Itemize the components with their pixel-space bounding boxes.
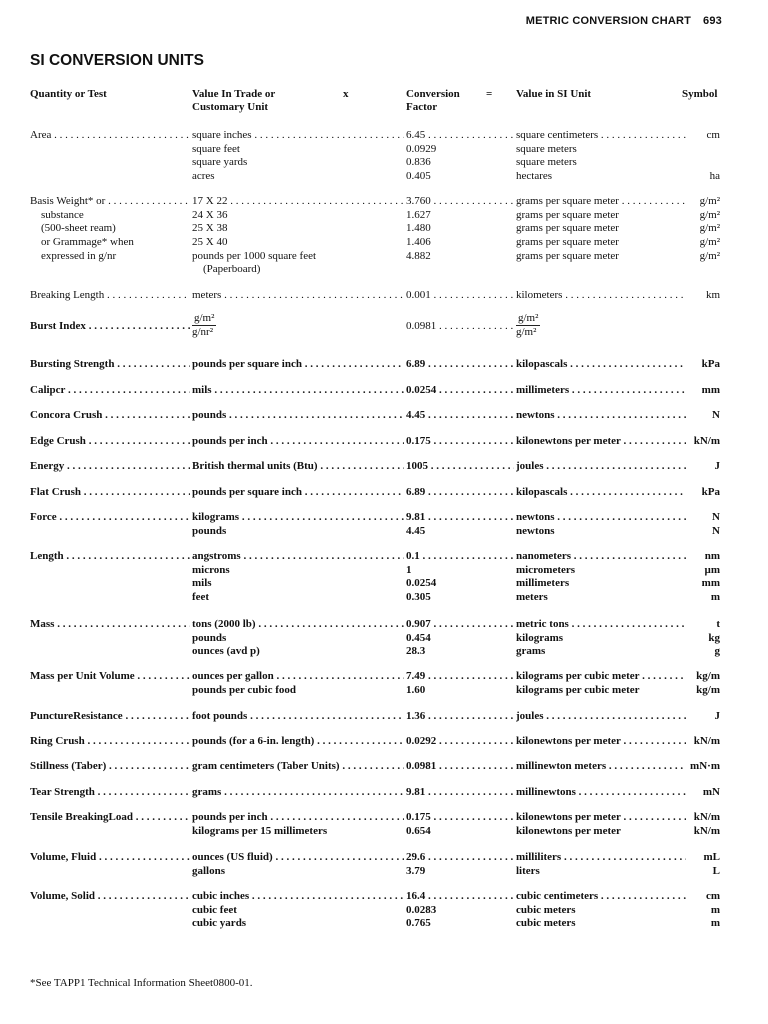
quantity-cell: Ring Crush . . . [30, 735, 190, 747]
si-unit-cell: cubic centimeters . . . [516, 890, 686, 902]
row-line [0, 312, 768, 338]
table-row [0, 890, 768, 931]
symbol-cell: mL [703, 851, 720, 863]
quantity-cell: Edge Crush . . . [30, 435, 190, 447]
trade-unit-cell: 25 X 38 [192, 222, 228, 235]
quantity-cell: Force . . . [30, 511, 190, 523]
row-line [0, 670, 768, 684]
symbol-cell: mm [701, 384, 720, 396]
si-unit-cell: millinewton meters . . . [516, 760, 686, 772]
col-trade-line1: Value In Trade or [192, 88, 276, 100]
quantity-cell: Energy . . . [30, 460, 190, 472]
factor-cell: 3.79 [406, 864, 426, 877]
si-unit-cell: cubic meters [516, 917, 576, 930]
factor-cell: 1 [406, 563, 412, 576]
symbol-cell: N [712, 524, 720, 537]
symbol-cell: g/m² [699, 222, 720, 235]
factor-cell: 0.0929 [406, 142, 437, 155]
trade-unit-cell: feet [192, 591, 210, 604]
row-line [0, 460, 768, 474]
row-line [0, 384, 768, 398]
factor-cell: 0.0981 . . . [406, 760, 514, 772]
row-line [0, 550, 768, 564]
table-row [0, 195, 768, 277]
si-fraction-denominator: g/m² [516, 326, 537, 338]
si-unit-cell: newtons . . . [516, 511, 686, 523]
trade-unit-fraction [192, 312, 216, 339]
factor-cell: 0.0981 . . . [406, 320, 514, 332]
symbol-cell: mN·m [690, 760, 720, 772]
row-line [0, 890, 768, 904]
si-unit-cell: meters [516, 591, 548, 604]
si-unit-cell: milliliters . . . [516, 851, 686, 863]
factor-cell: 0.0283 [406, 903, 437, 916]
trade-unit-cell: kilograms . . . [192, 511, 404, 523]
symbol-cell: km [705, 289, 720, 301]
si-unit-cell: metric tons . . . [516, 618, 686, 630]
row-line [0, 786, 768, 800]
factor-cell: 28.3 [406, 645, 426, 658]
factor-cell: 0.305 [406, 591, 431, 604]
symbol-cell: kg [708, 631, 720, 644]
si-unit-cell: grams per square meter [516, 249, 619, 262]
trade-unit-cell: cubic yards [192, 917, 247, 930]
trade-unit-cell: microns [192, 563, 230, 576]
quantity-cell: PunctureResistance . . . [30, 710, 190, 722]
factor-cell: 0.454 [406, 631, 431, 644]
factor-cell: 1.627 [406, 208, 431, 221]
row-line [0, 684, 768, 698]
quantity-cell: Tensile BreakingLoad . . . [30, 811, 190, 823]
table-row [0, 384, 768, 398]
trade-unit-cell: ounces per gallon . . . [192, 670, 404, 682]
trade-fraction-denominator: g/nr² [192, 326, 214, 338]
trade-unit-cell: pounds per square inch . . . [192, 358, 404, 370]
row-line [0, 195, 768, 209]
trade-unit-cell: ounces (US fluid) . . . [192, 851, 404, 863]
row-line [0, 591, 768, 605]
table-row [0, 289, 768, 303]
quantity-cell: Flat Crush . . . [30, 486, 190, 498]
table-row [0, 486, 768, 500]
quantity-subtext: expressed in g/nr [41, 249, 117, 262]
symbol-cell: cm [706, 129, 720, 141]
factor-cell: 6.89 . . . [406, 486, 514, 498]
trade-unit-cell: pounds per square inch . . . [192, 486, 404, 498]
factor-cell: 1.36 . . . [406, 710, 514, 722]
symbol-cell: m [710, 903, 720, 916]
trade-unit-cell: pounds [192, 631, 227, 644]
table-row [0, 670, 768, 697]
trade-unit-cell: square inches . . . [192, 129, 404, 141]
si-unit-cell: newtons . . . [516, 409, 686, 421]
si-unit-cell: kilonewtons per meter . . . [516, 435, 686, 447]
factor-cell: 1.480 [406, 222, 431, 235]
table-row [0, 618, 768, 659]
table-row [0, 129, 768, 184]
row-line [0, 632, 768, 646]
factor-cell: 0.654 [406, 824, 431, 837]
page-title: SI CONVERSION UNITS [30, 52, 204, 69]
factor-cell: 29.6 . . . [406, 851, 514, 863]
si-unit-fraction [516, 312, 540, 339]
si-unit-cell: liters [516, 864, 540, 877]
row-line [0, 710, 768, 724]
quantity-cell: Concora Crush . . . [30, 409, 190, 421]
symbol-cell: kN/m [693, 811, 720, 823]
trade-unit-cell: pounds per inch . . . [192, 435, 404, 447]
factor-cell: 6.89 . . . [406, 358, 514, 370]
symbol-cell: g/m² [699, 249, 720, 262]
symbol-cell: g/m² [699, 236, 720, 249]
col-trade [192, 88, 275, 114]
row-line [0, 289, 768, 303]
si-unit-cell: newtons [516, 524, 555, 537]
quantity-cell: Volume, Fluid . . . [30, 851, 190, 863]
factor-cell: 1.60 [406, 683, 426, 696]
si-unit-cell: grams per square meter [516, 222, 619, 235]
row-line [0, 735, 768, 749]
col-si: Value in SI Unit [516, 88, 592, 100]
si-unit-cell: kilonewtons per meter . . . [516, 735, 686, 747]
table-row [0, 786, 768, 800]
table-row [0, 460, 768, 474]
quantity-cell: Burst Index . . . [30, 320, 190, 332]
si-unit-cell: kilopascals . . . [516, 358, 686, 370]
table-row [0, 851, 768, 878]
trade-unit-cell: angstroms . . . [192, 550, 404, 562]
table-row [0, 710, 768, 724]
symbol-cell: kPa [701, 358, 720, 370]
row-line [0, 170, 768, 184]
table-row [0, 312, 768, 338]
symbol-cell: kg/m [696, 670, 720, 682]
row-line [0, 129, 768, 143]
col-times: x [343, 88, 349, 100]
factor-cell: 0.0254 . . . [406, 384, 514, 396]
trade-unit-cell: pounds per 1000 square feet [192, 249, 317, 262]
quantity-subtext: substance [41, 208, 84, 221]
table-row [0, 358, 768, 372]
row-line [0, 564, 768, 578]
row-line [0, 645, 768, 659]
symbol-cell: kg/m [696, 683, 720, 696]
row-line [0, 917, 768, 931]
row-line [0, 511, 768, 525]
page-number: 693 [703, 15, 722, 27]
trade-unit-cell: gallons [192, 864, 226, 877]
row-line [0, 409, 768, 423]
symbol-cell: N [712, 409, 720, 421]
col-symbol: Symbol [682, 88, 718, 100]
symbol-cell: N [712, 511, 720, 523]
factor-cell: 1.406 [406, 236, 431, 249]
trade-unit-cell: 25 X 40 [192, 236, 228, 249]
col-equals: = [486, 88, 493, 100]
si-unit-cell: kilometers . . . [516, 289, 686, 301]
table-row [0, 760, 768, 774]
symbol-cell: m [710, 591, 720, 604]
symbol-cell: kN/m [693, 824, 720, 837]
symbol-cell: J [714, 710, 720, 722]
quantity-cell: Breaking Length . . . [30, 289, 190, 301]
quantity-cell: Basis Weight* or . . . [30, 195, 190, 207]
footnote: *See TAPP1 Technical Information Sheet0800-01. [30, 977, 253, 989]
factor-cell: 0.0254 [406, 577, 437, 590]
si-unit-cell: grams per square meter [516, 236, 619, 249]
trade-unit-cell: pounds (for a 6-in. length) . . . [192, 735, 404, 747]
quantity-cell: Stillness (Taber) . . . [30, 760, 190, 772]
si-unit-cell: kilograms per cubic meter . . . [516, 670, 686, 682]
factor-cell: 0.836 [406, 156, 431, 169]
trade-unit-cell: 17 X 22 . . . [192, 195, 404, 207]
si-unit-cell: nanometers . . . [516, 550, 686, 562]
row-line [0, 904, 768, 918]
table-row [0, 511, 768, 538]
symbol-cell: m [710, 917, 720, 930]
factor-cell: 6.45 . . . [406, 129, 514, 141]
si-fraction-numerator: g/m² [518, 312, 539, 324]
table-row [0, 409, 768, 423]
symbol-cell: J [714, 460, 720, 472]
row-line [0, 236, 768, 250]
symbol-cell: µm [704, 563, 720, 576]
trade-unit-cell: 24 X 36 [192, 208, 228, 221]
si-unit-cell: millimeters [516, 577, 570, 590]
row-line [0, 760, 768, 774]
quantity-cell: Calipcr . . . [30, 384, 190, 396]
row-line [0, 525, 768, 539]
factor-cell: 0.765 [406, 917, 431, 930]
symbol-cell: kPa [701, 486, 720, 498]
si-unit-cell: cubic meters [516, 903, 576, 916]
factor-cell: 9.81 . . . [406, 511, 514, 523]
si-unit-cell: hectares [516, 170, 553, 183]
factor-cell: 9.81 . . . [406, 786, 514, 798]
symbol-cell: nm [704, 550, 720, 562]
trade-unit-cell: tons (2000 lb) . . . [192, 618, 404, 630]
symbol-cell: kN/m [693, 435, 720, 447]
quantity-cell: Mass . . . [30, 618, 190, 630]
trade-unit-cell: mils [192, 577, 212, 590]
factor-cell: 0.0292 . . . [406, 735, 514, 747]
si-unit-cell: kilopascals . . . [516, 486, 686, 498]
quantity-subtext: or Grammage* when [41, 236, 134, 249]
si-unit-cell: square centimeters . . . [516, 129, 686, 141]
si-unit-cell: millinewtons . . . [516, 786, 686, 798]
trade-unit-cell: cubic feet [192, 903, 237, 916]
row-line [0, 851, 768, 865]
row-line [0, 143, 768, 157]
factor-cell: 0.001 . . . [406, 289, 514, 301]
symbol-cell: cm [705, 890, 720, 902]
col-quantity: Quantity or Test [30, 88, 107, 100]
row-line [0, 263, 768, 277]
row-line [0, 222, 768, 236]
quantity-subtext: (500-sheet ream) [41, 222, 116, 235]
row-line [0, 865, 768, 879]
table-row [0, 435, 768, 449]
trade-unit-cell: square yards [192, 156, 248, 169]
symbol-cell: g [714, 645, 720, 658]
trade-unit-cell: acres [192, 170, 215, 183]
symbol-cell: kN/m [693, 735, 720, 747]
factor-cell: 0.175 . . . [406, 811, 514, 823]
factor-cell: 4.45 . . . [406, 409, 514, 421]
si-unit-cell: kilograms per cubic meter [516, 683, 640, 696]
trade-fraction-numerator: g/m² [194, 312, 215, 324]
symbol-cell: t [716, 618, 720, 630]
col-trade-line2: Customary Unit [192, 101, 269, 113]
running-header [526, 15, 722, 27]
row-line [0, 250, 768, 264]
trade-unit-cell: foot pounds . . . [192, 710, 404, 722]
si-unit-cell: square meters [516, 142, 577, 155]
quantity-cell: Volume, Solid . . . [30, 890, 190, 902]
si-unit-cell: micrometers [516, 563, 576, 576]
si-unit-cell: joules . . . [516, 460, 686, 472]
factor-cell: 4.882 [406, 249, 431, 262]
symbol-cell: g/m² [699, 208, 720, 221]
symbol-cell: g/m² [699, 195, 720, 207]
quantity-cell: Mass per Unit Volume . . . [30, 670, 190, 682]
trade-unit-cell: grams . . . [192, 786, 404, 798]
row-line [0, 618, 768, 632]
factor-cell: 3.760 . . . [406, 195, 514, 207]
si-unit-cell: grams [516, 645, 546, 658]
si-unit-cell: kilograms [516, 631, 564, 644]
si-unit-cell: millimeters . . . [516, 384, 686, 396]
si-unit-cell: square meters [516, 156, 577, 169]
row-line [0, 577, 768, 591]
si-unit-cell: kilonewtons per meter . . . [516, 811, 686, 823]
si-unit-cell: joules . . . [516, 710, 686, 722]
si-unit-cell: grams per square meter [516, 208, 619, 221]
row-line [0, 435, 768, 449]
factor-cell: 16.4 . . . [406, 890, 514, 902]
factor-cell: 4.45 [406, 524, 426, 537]
trade-unit-cell: ounces (avd p) [192, 645, 260, 658]
trade-unit-cell: British thermal units (Btu) . . . [192, 460, 404, 472]
factor-cell: 1005 . . . [406, 460, 514, 472]
trade-unit-cell: kilograms per 15 millimeters [192, 824, 328, 837]
si-unit-cell: kilonewtons per meter [516, 824, 621, 837]
trade-unit-cell: cubic inches . . . [192, 890, 404, 902]
col-factor-line1: Conversion [406, 88, 460, 100]
table-row [0, 550, 768, 605]
quantity-cell: Area . . . [30, 129, 190, 141]
row-line [0, 486, 768, 500]
trade-unit-cell: gram centimeters (Taber Units) . . . [192, 760, 404, 772]
trade-unit-cell: pounds [192, 524, 227, 537]
row-line [0, 358, 768, 372]
row-line [0, 209, 768, 223]
symbol-cell: mm [701, 577, 720, 590]
factor-cell: 7.49 . . . [406, 670, 514, 682]
factor-cell: 0.907 . . . [406, 618, 514, 630]
trade-unit-cell: meters . . . [192, 289, 404, 301]
table-row [0, 811, 768, 838]
trade-unit-cell: mils . . . [192, 384, 404, 396]
row-line [0, 825, 768, 839]
col-factor [406, 88, 460, 114]
trade-unit-cell: (Paperboard) [203, 263, 261, 276]
row-line [0, 156, 768, 170]
trade-unit-cell: pounds . . . [192, 409, 404, 421]
table-row [0, 735, 768, 749]
symbol-cell: mN [702, 786, 720, 798]
symbol-cell: ha [709, 170, 720, 183]
trade-unit-cell: pounds per inch . . . [192, 811, 404, 823]
trade-unit-cell: square feet [192, 142, 240, 155]
symbol-cell: L [712, 864, 720, 877]
quantity-cell: Tear Strength . . . [30, 786, 190, 798]
row-line [0, 811, 768, 825]
col-factor-line2: Factor [406, 101, 438, 113]
factor-cell: 0.175 . . . [406, 435, 514, 447]
header-title: METRIC CONVERSION CHART [525, 15, 692, 27]
quantity-cell: Bursting Strength . . . [30, 358, 190, 370]
factor-cell: 0.1 . . . [406, 550, 514, 562]
quantity-cell: Length . . . [30, 550, 190, 562]
factor-cell: 0.405 [406, 170, 431, 183]
si-unit-cell: grams per square meter . . . [516, 195, 686, 207]
trade-unit-cell: pounds per cubic food [192, 683, 297, 696]
